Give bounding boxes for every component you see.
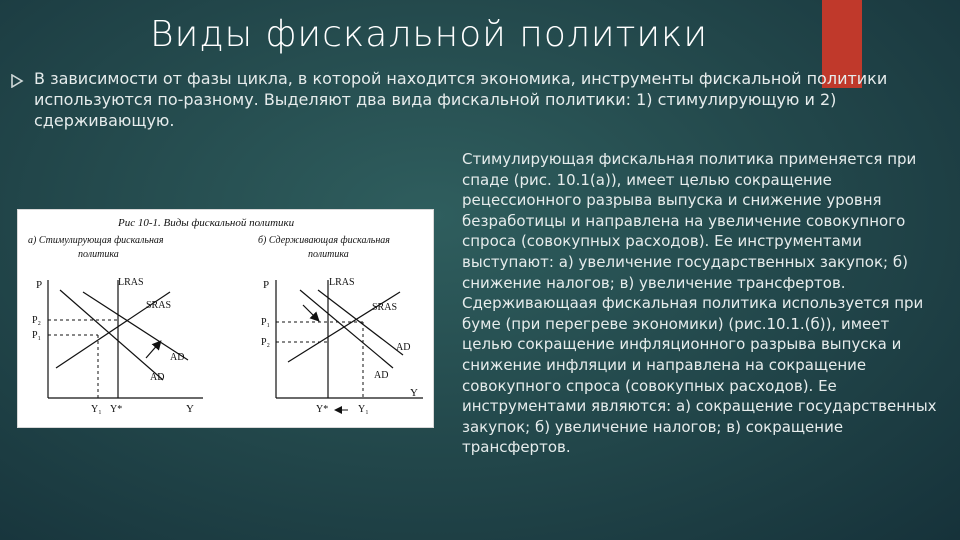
- panel-b-ad-label-2: AD: [374, 370, 389, 381]
- panel-b-p1-label: P₁: [261, 317, 271, 328]
- panel-b-y-label: P: [263, 279, 270, 291]
- panel-a-title: а) Стимулирующая фискальная: [28, 235, 164, 246]
- panel-b-sras-label: SRAS: [372, 302, 398, 313]
- panel-a-p2-label: P₂: [32, 315, 42, 326]
- intro-text: В зависимости от фазы цикла, в которой находится экономика, инструменты фискальной политики используются по-разному. Выделяют два вида фискальной политики: 1) стимулирующую и 2) сдерживающую.: [34, 69, 888, 130]
- panel-a-x-label: Y: [186, 403, 194, 415]
- panel-b-p2-label: P₂: [261, 337, 271, 348]
- panel-a-y-label: P: [36, 279, 43, 291]
- policy-description: Стимулирующая фискальная политика применяется при спаде (рис. 10.1(а)), имеет целью сокращение рецессионного разрыва выпуска и снижение уровня безработицы и направлена на увеличение совокупного спроса (совокупных расходов). Ее инструментами выступают: а) увеличение государственных закупок; б) снижение налогов; в) увеличение трансфертов. Сдерживающаая фискальная политика используется при буме (при перегреве экономики) (рис.10.1.(б)), имеет целью сокращение инфляционного разрыва выпуска и снижение инфляции и направлена на сокращение совокупного спроса (совокупных расходов). Ее инструментами являются: а) сокращение государственных закупок; б) увеличение налогов; в) сокращение трансфертов.: [462, 150, 937, 457]
- panel-a-ystar-label: Y*: [110, 404, 123, 415]
- panel-a-sras-label: SRAS: [146, 300, 172, 311]
- panel-a-y1-label: Y₁: [91, 404, 102, 415]
- panel-b-title: б) Сдерживающая фискальная: [258, 235, 390, 246]
- figure-image: [17, 209, 434, 428]
- arrow-bullet-icon: [10, 74, 24, 88]
- panel-a-ad-label-2: AD: [150, 372, 165, 383]
- panel-b-y1-label: Y₁: [358, 404, 369, 415]
- slide-title: Виды фискальной политики: [150, 14, 709, 55]
- panel-b-shift-arrow: [303, 305, 318, 320]
- panel-a-ad2-line: [83, 292, 188, 360]
- figure-caption: Рис 10-1. Виды фискальной политики: [118, 217, 295, 229]
- panel-b-lras-label: LRAS: [329, 277, 355, 288]
- panel-a-p1-label: P₁: [32, 330, 42, 341]
- panel-b-ystar-label: Y*: [316, 404, 329, 415]
- panel-b-ad-label: AD: [396, 342, 411, 353]
- panel-a-ad-label: AD: [170, 352, 185, 363]
- panel-a-shift-arrow: [146, 342, 160, 358]
- panel-b-x-label: Y: [410, 387, 418, 399]
- panel-a-lras-label: LRAS: [118, 277, 144, 288]
- panel-a-title-2: политика: [78, 249, 119, 260]
- panel-b-title-2: политика: [308, 249, 349, 260]
